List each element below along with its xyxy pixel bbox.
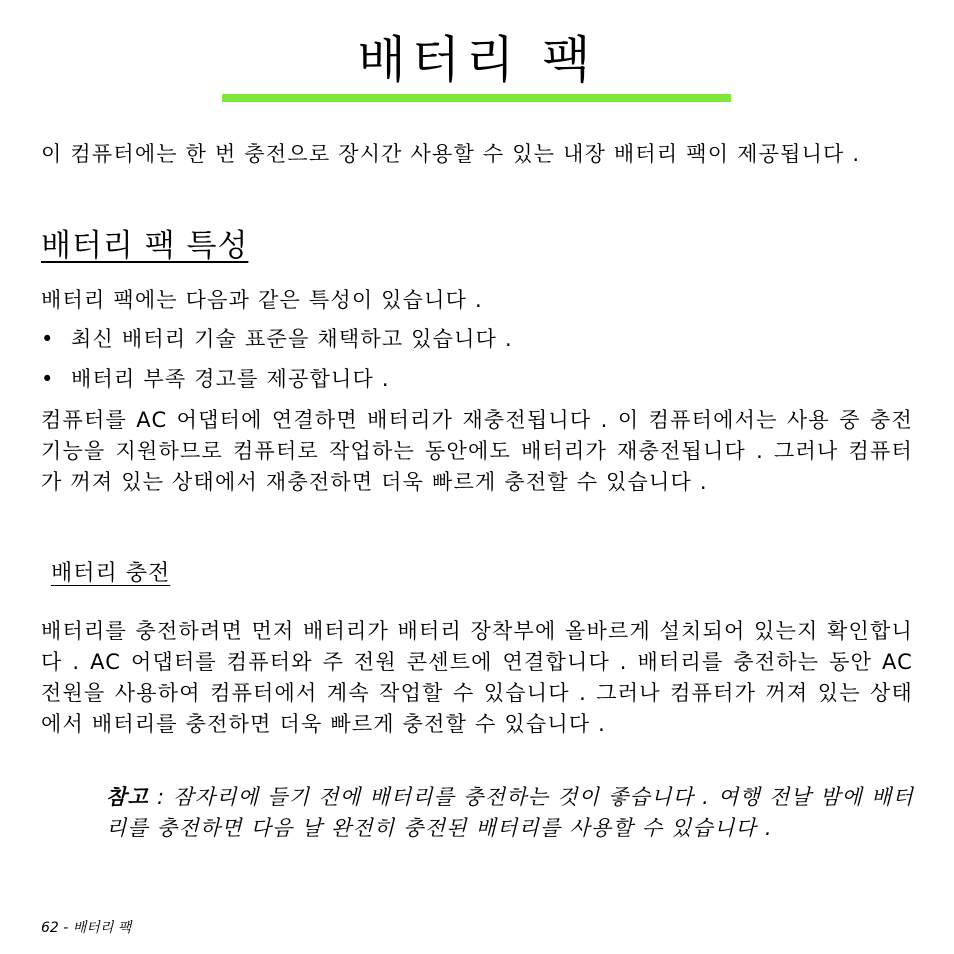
bullet-icon: • [41,367,55,391]
page-title: 배터리 팩 [357,31,597,89]
title-underline-bar [222,94,731,102]
list-item-text: 배터리 부족 경고를 제공합니다 . [71,367,390,391]
characteristics-list [41,324,913,404]
list-item [41,364,913,404]
section-heading-battery-charging: 배터리 충전 [51,561,171,586]
page-footer: 62 - 배터리 팩 [41,920,132,936]
note-text: : 잠자리에 들기 전에 배터리를 충전하는 것이 좋습니다 . 여행 전날 밤에 배터리를 충전하면 다음 날 완전히 충전된 배터리를 사용할 수 있습니다 . [106,785,914,840]
bullet-icon: • [41,327,55,351]
note-label: 참고 [106,785,149,809]
section-heading-battery-characteristics: 배터리 팩 특성 [41,228,249,264]
intro-paragraph: 이 컴퓨터에는 한 번 충전으로 장시간 사용할 수 있는 내장 배터리 팩이 제공됩니다 . [41,142,861,166]
list-item [41,324,913,364]
charging-info-paragraph: 컴퓨터를 AC 어댑터에 연결하면 배터리가 재충전됩니다 . 이 컴퓨터에서는 사용 중 충전 기능을 지원하므로 컴퓨터로 작업하는 동안에도 배터리가 재충전됩니다 . 그러나 컴퓨터가 꺼져 있는 상태에서 재충전하면 더욱 빠르게 충전할 수 있습니다 . [41,408,913,494]
note-paragraph [106,782,914,844]
characteristics-lead: 배터리 팩에는 다음과 같은 특성이 있습니다 . [41,288,483,312]
charging-paragraph: 배터리를 충전하려면 먼저 배터리가 배터리 장착부에 올바르게 설치되어 있는지 확인합니다 . AC 어댑터를 컴퓨터와 주 전원 콘센트에 연결합니다 . 배터리를 충전하는 동안 AC 전원을 사용하여 컴퓨터에서 계속 작업할 수 있습니다 . 그러나 컴퓨터가 꺼져 있는 상태에서 배터리를 충전하면 더욱 빠르게 충전할 수 있습니다 . [41,619,913,736]
list-item-text: 최신 배터리 기술 표준을 채택하고 있습니다 . [71,327,513,351]
